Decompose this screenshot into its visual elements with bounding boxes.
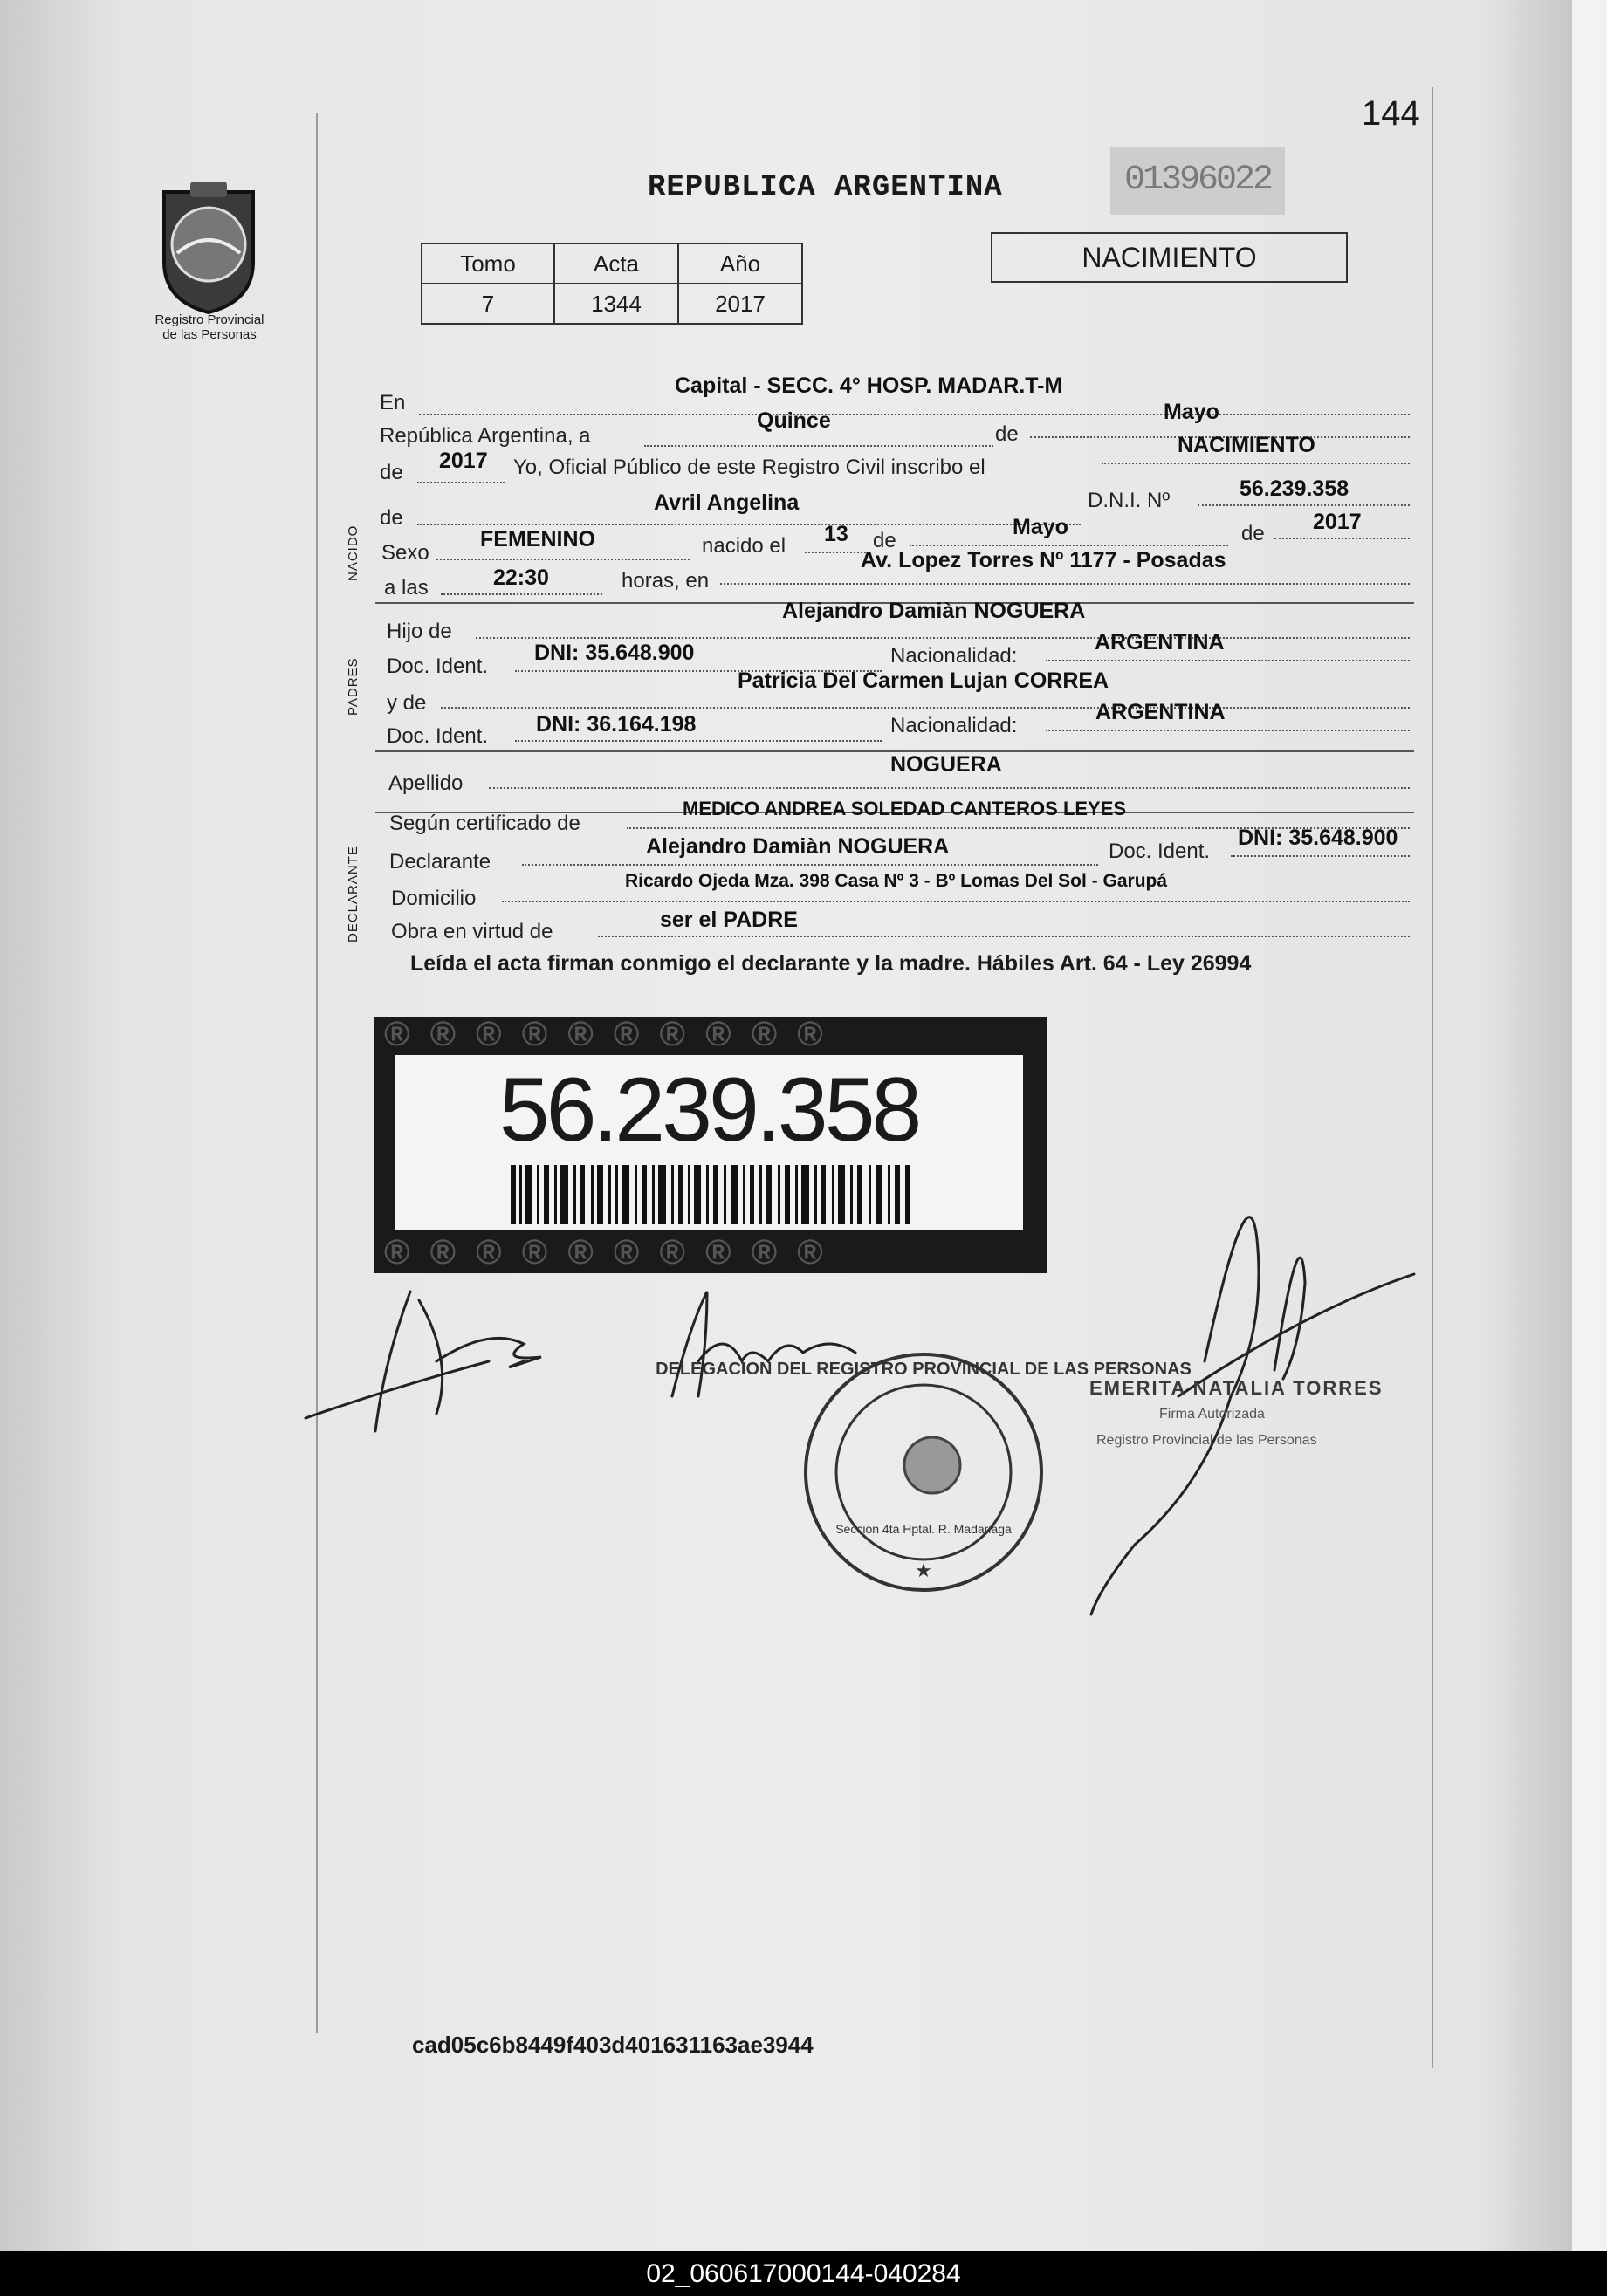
place-value: Capital - SECC. 4° HOSP. MADAR.T-M — [675, 374, 1063, 398]
label-apellido: Apellido — [388, 771, 464, 795]
father-dni-value: DNI: 35.648.900 — [534, 641, 695, 665]
month-value: Mayo — [1164, 400, 1219, 424]
section-declarante: DECLARANTE — [346, 846, 361, 942]
child-name-value: Avril Angelina — [654, 490, 800, 515]
label-de-name: de — [380, 506, 403, 530]
mother-dni-value: DNI: 36.164.198 — [536, 712, 697, 737]
child-dni-value: 56.239.358 — [1240, 476, 1349, 501]
label-hijo-de: Hijo de — [387, 620, 452, 643]
seal-inner-text: Sección 4ta Hptal. R. Madariaga — [835, 1522, 1012, 1536]
label-segun: Según certificado de — [389, 812, 580, 835]
year-value: 2017 — [439, 449, 488, 473]
label-de-birth-year: de — [1241, 522, 1265, 545]
father-name-value: Alejandro Damiàn NOGUERA — [782, 599, 1086, 623]
document-title: REPUBLICA ARGENTINA — [648, 171, 1003, 204]
label-doc-ident-2: Doc. Ident. — [387, 724, 489, 748]
footer-id-bar — [0, 2251, 1607, 2296]
serial-number: 01396022 — [1110, 147, 1285, 215]
frame-pattern: ® ® ® ® ® ® ® ® ® ® — [384, 1233, 828, 1271]
seal-outer-text: DELEGACION DEL REGISTRO PROVINCIAL DE LAS PERSONAS — [656, 1360, 1192, 1379]
birth-day-value: 13 — [824, 522, 848, 546]
label-nacionalidad-2: Nacionalidad: — [890, 714, 1018, 737]
mother-signature — [672, 1292, 855, 1396]
label-obra: Obra en virtud de — [391, 920, 553, 943]
frame-pattern: ® ® ® ® ® ® ® ® ® ® — [384, 1015, 828, 1053]
ano-value: 2017 — [678, 284, 802, 324]
declarant-name-value: Alejandro Damiàn NOGUERA — [646, 834, 950, 859]
label-doc-ident-decl: Doc. Ident. — [1109, 840, 1211, 863]
page-number: 144 — [1362, 94, 1420, 133]
label-doc-ident-1: Doc. Ident. — [387, 655, 489, 678]
label-nacionalidad-1: Nacionalidad: — [890, 644, 1018, 668]
label-yo: Yo, Oficial Público de este Registro Civil inscribo el — [513, 456, 985, 479]
father-nationality-value: ARGENTINA — [1095, 630, 1225, 655]
birth-place-value: Av. Lopez Torres Nº 1177 - Posadas — [861, 548, 1226, 572]
svg-text:★: ★ — [915, 1560, 932, 1582]
acta-header: Acta — [554, 243, 678, 284]
label-de-month: de — [995, 422, 1019, 446]
declarant-signature — [306, 1292, 541, 1431]
tomo-value: 7 — [422, 284, 554, 324]
day-value: Quince — [757, 408, 831, 433]
officer-role: Firma Autorizada — [1159, 1407, 1265, 1422]
label-en: En — [380, 391, 406, 415]
label-declarante: Declarante — [389, 850, 491, 874]
surname-value: NOGUERA — [890, 752, 1002, 777]
sex-value: FEMENINO — [480, 527, 595, 552]
label-y-de: y de — [387, 691, 427, 715]
tomo-header: Tomo — [422, 243, 554, 284]
footer-id: 02_060617000144-040284 — [646, 2259, 961, 2288]
legal-text: Leída el acta firman conmigo el declarante y la madre. Hábiles Art. 64 - Ley 26994 — [410, 951, 1252, 976]
mother-nationality-value: ARGENTINA — [1095, 700, 1226, 724]
acta-value: 1344 — [554, 284, 678, 324]
birth-time-value: 22:30 — [493, 565, 549, 590]
ano-header: Año — [678, 243, 802, 284]
act-type-value: NACIMIENTO — [1178, 433, 1315, 457]
label-sexo: Sexo — [381, 541, 429, 565]
capacity-value: ser el PADRE — [660, 908, 798, 932]
label-nacido-el: nacido el — [702, 534, 786, 558]
address-value: Ricardo Ojeda Mza. 398 Casa Nº 3 - Bº Lomas Del Sol - Garupá — [625, 871, 1168, 891]
label-dni: D.N.I. Nº — [1088, 489, 1171, 512]
barcode-number: 56.239.358 — [498, 1059, 919, 1161]
officer-registry: Registro Provincial de las Personas — [1096, 1433, 1317, 1448]
mother-name-value: Patricia Del Carmen Lujan CORREA — [738, 668, 1109, 693]
label-horas-en: horas, en — [622, 569, 710, 593]
birth-year-value: 2017 — [1313, 510, 1362, 534]
birth-month-value: Mayo — [1013, 515, 1068, 539]
label-republica: República Argentina, a — [380, 424, 591, 448]
document-hash: cad05c6b8449f403d401631163ae3944 — [412, 2032, 814, 2058]
certificate-by-value: MEDICO ANDREA SOLEDAD CANTEROS LEYES — [683, 798, 1127, 819]
label-a-las: a las — [384, 576, 429, 600]
declarant-dni-value: DNI: 35.648.900 — [1238, 826, 1398, 850]
record-type-box: NACIMIENTO — [991, 232, 1348, 283]
officer-name: EMERITA NATALIA TORRES — [1089, 1377, 1384, 1399]
label-de-year: de — [380, 461, 403, 484]
section-padres: PADRES — [346, 657, 361, 716]
registry-name: Registro Provincial de las Personas — [155, 312, 264, 342]
label-domicilio: Domicilio — [391, 887, 477, 910]
label-de-birth-month: de — [873, 529, 896, 552]
section-nacido: NACIDO — [346, 524, 361, 581]
